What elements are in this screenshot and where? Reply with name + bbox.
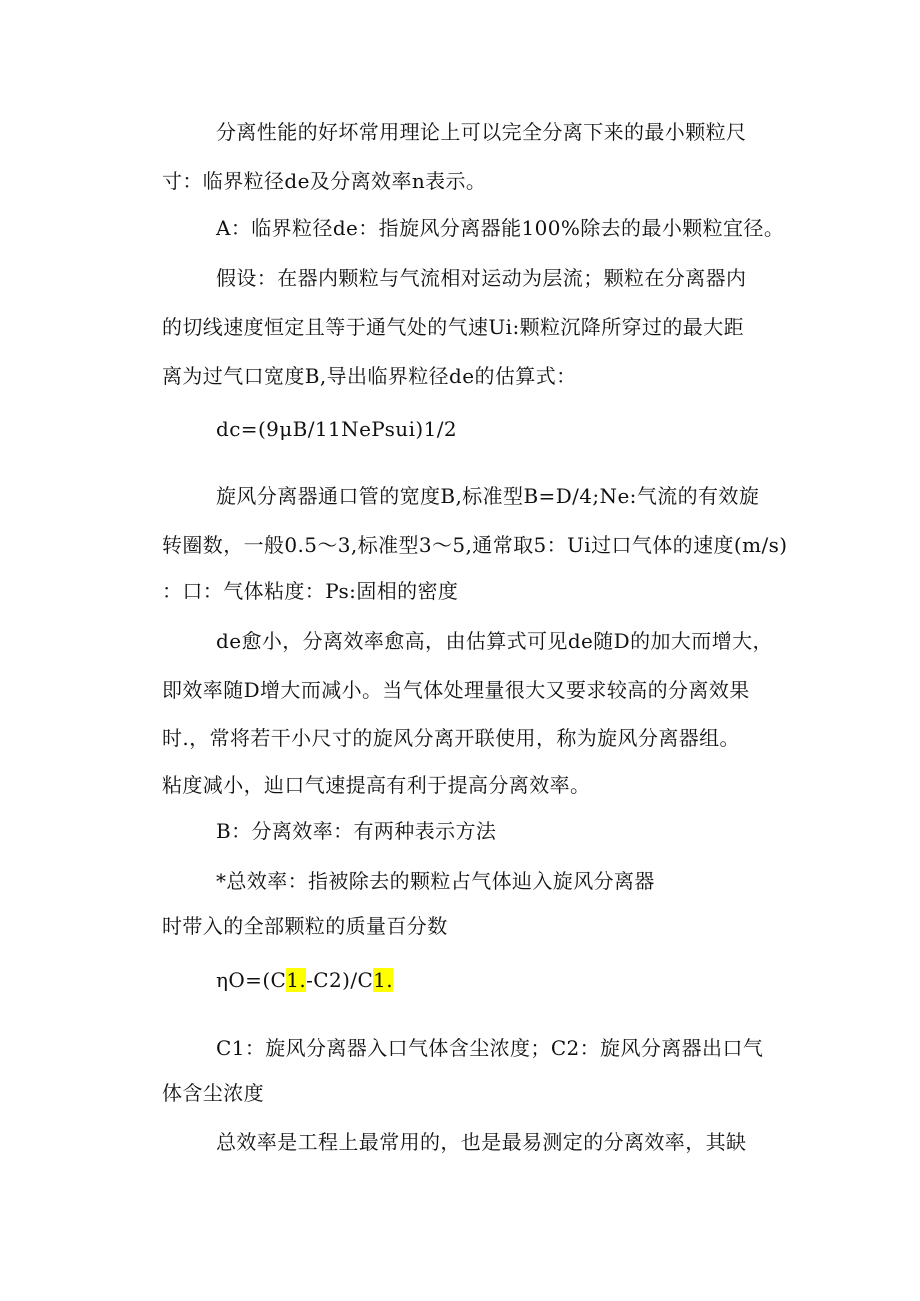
formula-part: ηO=(C (216, 968, 287, 992)
formula-part: -C2)/C (306, 968, 374, 992)
text-line: 粘度减小，辿口气速提高有利于提高分离效率。 (162, 773, 591, 797)
text-line: B：分离效率：有两种表示方法 (216, 819, 497, 843)
text-line: 分离性能的好坏常用理论上可以完全分离下来的最小颗粒尺 (216, 120, 747, 144)
text-line: C1：旋风分离器入口气体含尘浓度；C2：旋风分离器出口气 (216, 1036, 764, 1060)
text-line: de愈小，分离效率愈高，由估算式可见de随D的加大而增大， (216, 629, 773, 653)
text-line: 时带入的全部颗粒的质量百分数 (162, 914, 448, 938)
text-line: 体含尘浓度 (162, 1081, 264, 1105)
text-line: *总效率：指被除去的颗粒占气体辿入旋风分离器 (216, 869, 655, 893)
formula-total-efficiency (216, 968, 393, 992)
text-line: ：口：气体粘度：Ps:固相的密度 (162, 579, 459, 603)
text-line: 转圈数，一般0.5～3,标准型3～5,通常取5：Ui过口气体的速度(m/s) (162, 533, 788, 557)
highlighted-text: 1. (286, 968, 307, 992)
text-line: A：临界粒径de：指旋风分离器能100%除去的最小颗粒宜径。 (216, 216, 785, 240)
text-line: 离为过气口宽度B,导出临界粒径de的估算式： (162, 364, 577, 388)
text-line: 时.，常将若干小尺寸的旋风分离开联使用，称为旋风分离器组。 (162, 726, 740, 750)
highlighted-text: 1. (373, 968, 394, 992)
text-line: 总效率是工程上最常用的，也是最易测定的分离效率，其缺 (216, 1130, 747, 1154)
text-line: 旋风分离器通口管的宽度B,标准型B=D/4;Ne:气流的有效旋 (216, 484, 760, 508)
formula-critical-diameter: dc=(9μB/11NePsui)1/2 (216, 417, 457, 441)
text-line: 的切线速度恒定且等于通气处的气速Ui:颗粒沉降所穿过的最大距 (162, 315, 744, 339)
text-line: 寸：临界粒径de及分离效率n表示。 (162, 169, 487, 193)
text-line: 即效率随D增大而减小。当气体处理量很大又要求较高的分离效果 (162, 678, 750, 702)
text-line: 假设：在器内颗粒与气流相对运动为层流；颗粒在分离器内 (216, 266, 747, 290)
